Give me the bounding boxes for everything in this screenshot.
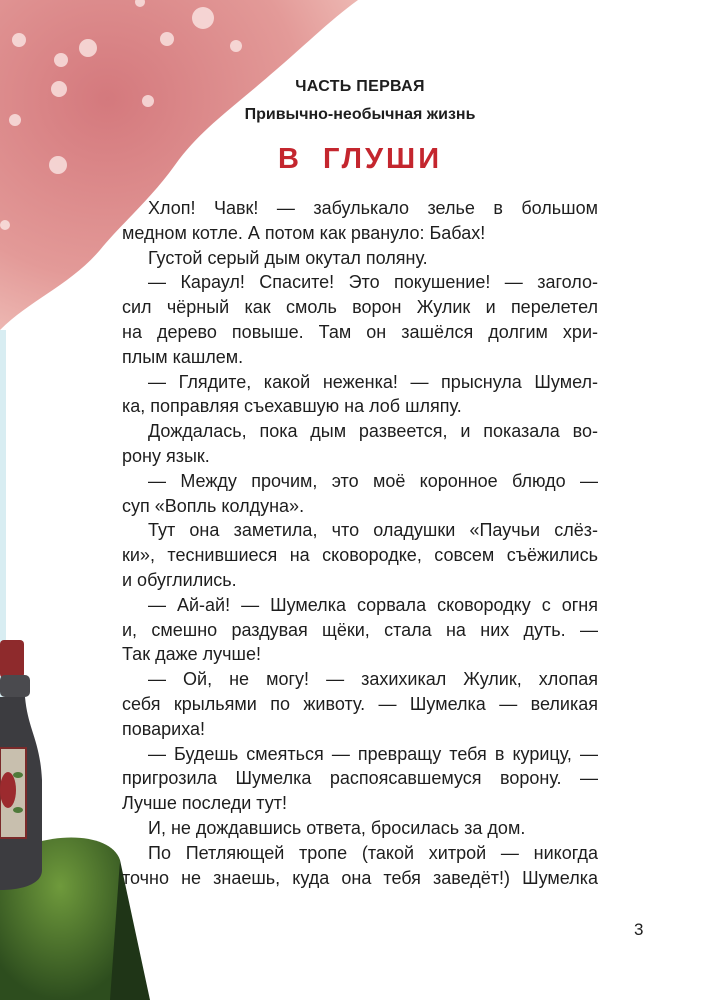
text-line: медном котле. А потом как рвануло: Бабах! [122,222,486,243]
text-line: пригрозила Шумелка распоясавшемуся ворону. — [122,768,598,789]
page-number: 3 [634,920,644,939]
part-heading: ЧАСТЬ ПЕРВАЯ [295,78,425,95]
potion-bottle [0,640,42,890]
text-line: Так даже лучше! [122,644,261,665]
text-line: — Будешь смеяться — превращу тебя в курицу, — [148,743,598,764]
text-line: точно не знаешь, куда она тебя заведёт!) Шумелка [122,867,598,888]
text-line: Густой серый дым окутал поляну. [148,247,428,268]
part-subtitle: Привычно-необычная жизнь [244,106,476,123]
text-line: Лучше последи тут! [122,793,287,814]
text-line: на дерево повыше. Там он зашёлся долгим хри- [122,321,598,342]
text-line: — Глядите, какой неженка! — прыснула Шумел- [148,371,598,392]
text-line: повариха! [122,718,206,739]
text-line: Тут она заметила, что оладушки «Паучьи слёз- [148,520,598,541]
text-line: Хлоп! Чавк! — забулькало зелье в большом [148,198,598,218]
text-line: — Ай-ай! — Шумелка сорвала сковородку с огня [148,594,598,615]
text-line: — Караул! Спасите! Это покушение! — заголо- [148,272,598,293]
text-line: суп «Вопль колдуна». [122,495,305,516]
text-line: ки», теснившиеся на сковородке, совсем съёжились [122,545,598,566]
text-line: плым кашлем. [122,346,244,367]
text-line: — Между прочим, это моё коронное блюдо — [148,470,598,491]
text-line: Дождалась, пока дым развеется, и показала во- [148,421,598,442]
text-line: сил чёрный как смоль ворон Жулик и перелетел [122,297,598,318]
text-line: рону язык. [122,445,210,466]
text-line: И, не дождавшись ответа, бросилась за дом. [148,817,526,838]
text-line: и обуглились. [122,569,237,590]
text-line: По Петляющей тропе (такой хитрой — никогда [148,842,598,863]
text-line: — Ой, не могу! — захихикал Жулик, хлопая [148,669,598,690]
text-line: ка, поправляя съехавшую на лоб шляпу. [122,396,462,417]
text-line: себя крыльями по животу. — Шумелка — великая [122,693,598,714]
chapter-title: В ГЛУШИ [277,143,443,175]
text-line: и, смешно раздувая щёки, стала на них дуть. — [122,619,598,640]
body-text [122,196,598,890]
